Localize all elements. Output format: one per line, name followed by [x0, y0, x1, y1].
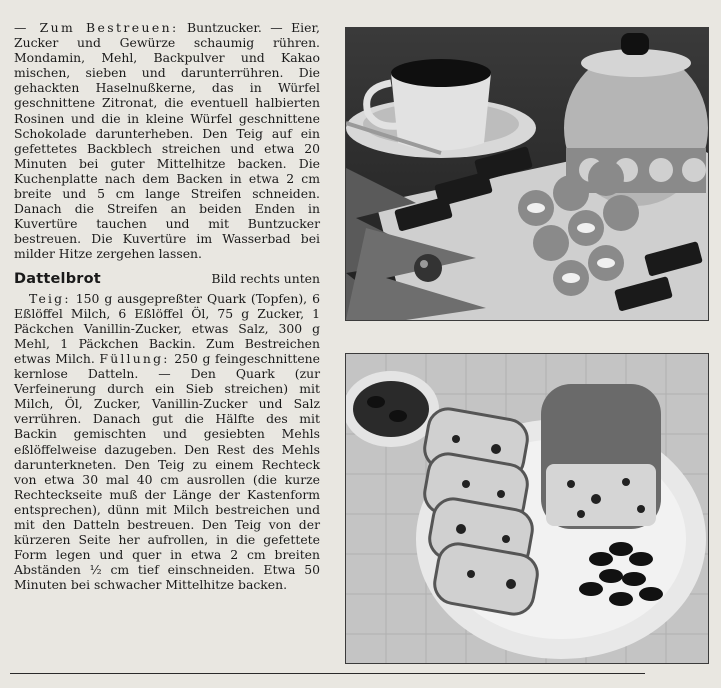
teig-label: Teig: [28, 290, 71, 306]
recipe-title: Dattelbrot [14, 270, 101, 287]
photo-reference: Bild rechts unten [211, 270, 320, 286]
photo-dattelbrot-image [346, 354, 708, 663]
photo-coffee-cookies-image [346, 28, 708, 320]
intro-label: — Zum Bestreuen: [14, 20, 179, 35]
photo-coffee-cookies [345, 27, 709, 321]
fuellung-label: Füllung: [99, 350, 170, 366]
intro-paragraph [14, 20, 320, 262]
recipe-heading-row [14, 271, 320, 287]
recipe-body [14, 291, 320, 593]
text-column [14, 20, 320, 592]
intro-text: Buntzucker. — Eier, Zucker und Gewürze schaumig rühren. Mondamin, Mehl, Backpulver und Kakao mischen, sieben und darunterrühren. Die gehackten Haselnußkerne, das in Würfel geschnittene Zitronat, die eventuell halbierten Rosinen und die in kleine Würfel geschnittene Schokolade darunterheben. Den Teig auf ein gefettetes Backblech streichen und etwa 20 Minuten bei guter Mittelhitze backen. Die Kuchenplatte nach dem Backen in etwa 2 cm breite und 5 cm lange Streifen schneiden. Danach die Streifen an beiden Enden in Kuvertüre tauchen und mit Buntzucker bestreuen. Die Kuvertüre im Wasserbad bei milder Hitze zergehen lassen. [14, 20, 320, 262]
teig-text: 150 g ausgepreßter Quark (Topfen), 6 Eßlöffel Milch, 6 Eßlöffel Öl, 75 g Zucker, 1 Päckchen Vanillin-Zucker, etwas Salz, 300 g Mehl, 1 Päckchen Backin. Zum Bestreichen etwas Milch. [14, 290, 320, 366]
fuellung-text: 250 g feingeschnittene kernlose Datteln. — Den Quark (zur Verfeinerung durch ein Sieb streichen) mit Milch, Öl, Zucker, Vanillin-Zucker und Salz verrühren. Danach gut die Hälfte des mit Backin gemischten und gesiebten Mehls eßlöffelweise dazugeben. Den Rest des Mehls darunterkneten. Den Teig zu einem Rechteck von etwa 30 mal 40 cm ausrollen (die kurze Rechteckseite muß der Länge der Kastenform entsprechen), dünn mit Milch bestreichen und mit den Datteln bestreuen. Den Teig von der kürzeren Seite her aufrollen, in die gefettete Form legen und quer in etwa 2 cm breiten Abständen ½ cm tief einschneiden. Etwa 50 Minuten bei schwacher Mittelhitze backen. [14, 350, 320, 593]
bottom-rule [10, 673, 645, 674]
photo-dattelbrot [345, 353, 709, 664]
